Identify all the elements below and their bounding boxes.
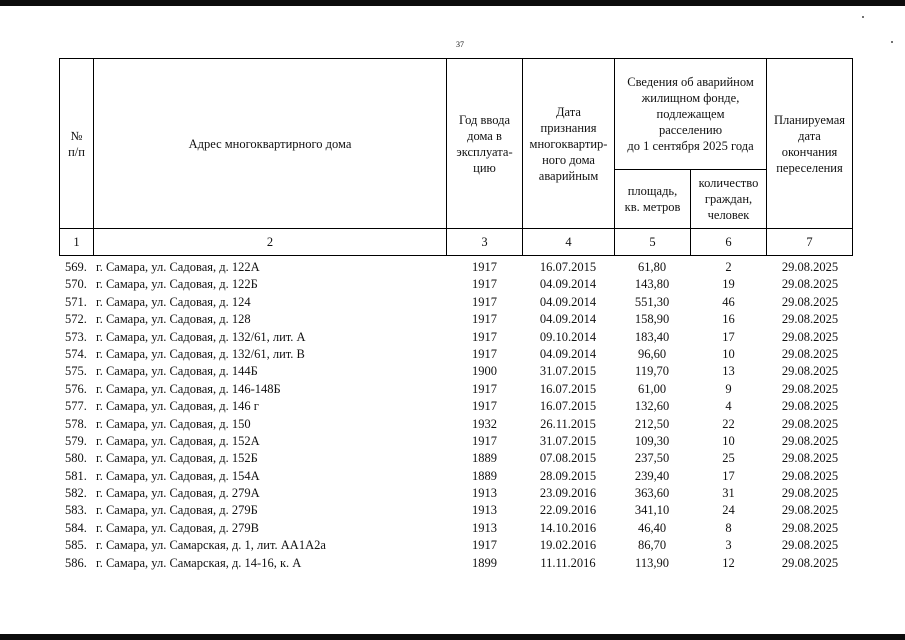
table-body <box>59 259 853 572</box>
row-number: 577. <box>65 399 87 414</box>
table-row <box>59 398 853 415</box>
row-people: 22 <box>722 416 735 431</box>
row-planned-date: 29.08.2025 <box>781 416 839 431</box>
row-date-recognized: 14.10.2016 <box>539 520 597 535</box>
table-row <box>59 468 853 485</box>
row-year: 1917 <box>472 433 497 448</box>
header-num: № п/п <box>59 58 94 229</box>
row-number: 575. <box>65 364 87 379</box>
row-number: 579. <box>65 433 87 448</box>
row-people: 9 <box>725 381 732 396</box>
row-number: 571. <box>65 294 87 309</box>
row-date-recognized: 22.09.2016 <box>539 503 597 518</box>
row-address: г. Самара, ул. Садовая, д. 144Б <box>96 364 258 379</box>
row-address: г. Самара, ул. Садовая, д. 128 <box>96 312 251 327</box>
scan-speck <box>891 41 893 43</box>
row-people: 13 <box>722 364 735 379</box>
row-year: 1917 <box>472 346 497 361</box>
row-year: 1917 <box>472 381 497 396</box>
column-number-2: 2 <box>93 228 447 256</box>
row-date-recognized: 16.07.2015 <box>539 260 597 274</box>
row-planned-date: 29.08.2025 <box>781 312 839 327</box>
row-people: 46 <box>722 294 735 309</box>
row-area: 341,10 <box>634 503 670 518</box>
row-year: 1917 <box>472 329 497 344</box>
row-year: 1932 <box>472 416 497 431</box>
row-area: 109,30 <box>634 433 670 448</box>
header-year: Год ввода дома в эксплуата- цию <box>446 58 523 229</box>
table-row <box>59 485 853 502</box>
row-area: 237,50 <box>634 451 670 466</box>
header-area: площадь, кв. метров <box>614 169 691 229</box>
row-year: 1913 <box>472 520 497 535</box>
row-planned-date: 29.08.2025 <box>781 503 839 518</box>
row-address: г. Самара, ул. Садовая, д. 122Б <box>96 277 258 292</box>
row-address: г. Самара, ул. Садовая, д. 152А <box>96 433 260 448</box>
row-number: 585. <box>65 538 87 553</box>
row-date-recognized: 07.08.2015 <box>539 451 597 466</box>
row-people: 17 <box>722 329 735 344</box>
row-people: 17 <box>722 468 735 483</box>
row-planned-date: 29.08.2025 <box>781 346 839 361</box>
row-area: 46,40 <box>637 520 667 535</box>
row-planned-date: 29.08.2025 <box>781 486 839 501</box>
row-people: 31 <box>722 486 735 501</box>
row-address: г. Самара, ул. Садовая, д. 132/61, лит. В <box>96 346 305 361</box>
row-address: г. Самара, ул. Садовая, д. 146-148Б <box>96 381 281 396</box>
table-row <box>59 450 853 467</box>
row-number: 569. <box>65 260 87 274</box>
row-date-recognized: 28.09.2015 <box>539 468 597 483</box>
row-date-recognized: 16.07.2015 <box>539 399 597 414</box>
row-people: 2 <box>725 260 732 274</box>
row-year: 1900 <box>472 364 497 379</box>
table-row <box>59 555 853 572</box>
column-number-3: 3 <box>446 228 523 256</box>
row-address: г. Самара, ул. Садовая, д. 154А <box>96 468 260 483</box>
row-planned-date: 29.08.2025 <box>781 329 839 344</box>
row-date-recognized: 04.09.2014 <box>539 312 597 327</box>
row-number: 580. <box>65 451 87 466</box>
row-number: 586. <box>65 555 87 570</box>
row-address: г. Самара, ул. Садовая, д. 122А <box>96 260 260 274</box>
row-date-recognized: 04.09.2014 <box>539 277 597 292</box>
column-number-7: 7 <box>766 228 853 256</box>
row-address: г. Самара, ул. Садовая, д. 132/61, лит. А <box>96 329 306 344</box>
table-row <box>59 502 853 519</box>
row-number: 581. <box>65 468 87 483</box>
table-row <box>59 311 853 328</box>
row-area: 551,30 <box>634 294 670 309</box>
row-people: 25 <box>722 451 735 466</box>
row-year: 1889 <box>472 451 497 466</box>
header-fund-info: Сведения об аварийном жилищном фонде, подлежащем расселению до 1 сентября 2025 года <box>614 58 767 170</box>
scan-edge-bottom <box>0 634 905 640</box>
row-people: 10 <box>722 433 735 448</box>
table-row <box>59 276 853 293</box>
row-area: 86,70 <box>637 538 667 553</box>
row-planned-date: 29.08.2025 <box>781 260 839 274</box>
row-year: 1917 <box>472 312 497 327</box>
row-area: 61,00 <box>637 381 667 396</box>
row-address: г. Самара, ул. Самарская, д. 1, лит. АА1А2а <box>96 538 326 553</box>
row-address: г. Самара, ул. Садовая, д. 146 г <box>96 399 259 414</box>
header-people: количество граждан, человек <box>690 169 767 229</box>
column-number-1: 1 <box>59 228 94 256</box>
page-number: 37 <box>456 40 464 49</box>
row-people: 24 <box>722 503 735 518</box>
row-planned-date: 29.08.2025 <box>781 399 839 414</box>
row-number: 574. <box>65 346 87 361</box>
column-number-6: 6 <box>690 228 767 256</box>
row-people: 8 <box>725 520 732 535</box>
row-year: 1917 <box>472 399 497 414</box>
row-date-recognized: 04.09.2014 <box>539 294 597 309</box>
row-area: 158,90 <box>634 312 670 327</box>
header-address: Адрес многоквартирного дома <box>93 58 447 229</box>
table-row <box>59 363 853 380</box>
row-date-recognized: 16.07.2015 <box>539 381 597 396</box>
row-year: 1913 <box>472 486 497 501</box>
row-year: 1917 <box>472 294 497 309</box>
row-people: 3 <box>725 538 732 553</box>
scan-edge-top <box>0 0 905 6</box>
row-area: 96,60 <box>637 346 667 361</box>
row-number: 578. <box>65 416 87 431</box>
table-row <box>59 259 853 276</box>
row-people: 12 <box>722 555 735 570</box>
row-people: 16 <box>722 312 735 327</box>
row-address: г. Самара, ул. Садовая, д. 150 <box>96 416 251 431</box>
row-planned-date: 29.08.2025 <box>781 538 839 553</box>
row-number: 583. <box>65 503 87 518</box>
row-number: 570. <box>65 277 87 292</box>
table-row <box>59 433 853 450</box>
row-planned-date: 29.08.2025 <box>781 520 839 535</box>
row-date-recognized: 31.07.2015 <box>539 364 597 379</box>
row-area: 143,80 <box>634 277 670 292</box>
row-number: 576. <box>65 381 87 396</box>
row-address: г. Самара, ул. Самарская, д. 14-16, к. А <box>96 555 302 570</box>
row-date-recognized: 31.07.2015 <box>539 433 597 448</box>
row-year: 1917 <box>472 260 497 274</box>
row-planned-date: 29.08.2025 <box>781 381 839 396</box>
row-people: 4 <box>725 399 732 414</box>
row-date-recognized: 23.09.2016 <box>539 486 597 501</box>
row-address: г. Самара, ул. Садовая, д. 279В <box>96 520 259 535</box>
row-date-recognized: 26.11.2015 <box>540 416 596 431</box>
header-planned: Планируемая дата окончания переселения <box>766 58 853 229</box>
row-number: 573. <box>65 329 87 344</box>
row-planned-date: 29.08.2025 <box>781 433 839 448</box>
table-row <box>59 520 853 537</box>
row-date-recognized: 11.11.2016 <box>540 555 596 570</box>
row-area: 183,40 <box>634 329 670 344</box>
column-number-5: 5 <box>614 228 691 256</box>
row-area: 61,80 <box>637 260 667 274</box>
row-area: 239,40 <box>634 468 670 483</box>
column-number-4: 4 <box>522 228 615 256</box>
table-header <box>59 58 853 256</box>
row-year: 1913 <box>472 503 497 518</box>
row-year: 1917 <box>472 538 497 553</box>
row-year: 1889 <box>472 468 497 483</box>
row-number: 584. <box>65 520 87 535</box>
row-area: 212,50 <box>634 416 670 431</box>
row-planned-date: 29.08.2025 <box>781 364 839 379</box>
row-area: 113,90 <box>635 555 669 570</box>
row-area: 363,60 <box>634 486 670 501</box>
row-planned-date: 29.08.2025 <box>781 555 839 570</box>
row-year: 1899 <box>472 555 497 570</box>
row-address: г. Самара, ул. Садовая, д. 124 <box>96 294 251 309</box>
row-planned-date: 29.08.2025 <box>781 277 839 292</box>
scan-speck <box>862 16 864 18</box>
row-number: 572. <box>65 312 87 327</box>
row-people: 19 <box>722 277 735 292</box>
row-number: 582. <box>65 486 87 501</box>
table-row <box>59 294 853 311</box>
table-row <box>59 416 853 433</box>
row-address: г. Самара, ул. Садовая, д. 152Б <box>96 451 258 466</box>
table-row <box>59 346 853 363</box>
row-date-recognized: 04.09.2014 <box>539 346 597 361</box>
row-planned-date: 29.08.2025 <box>781 468 839 483</box>
table-row <box>59 329 853 346</box>
table-row <box>59 381 853 398</box>
row-planned-date: 29.08.2025 <box>781 451 839 466</box>
row-area: 119,70 <box>635 364 669 379</box>
row-planned-date: 29.08.2025 <box>781 294 839 309</box>
row-date-recognized: 09.10.2014 <box>539 329 597 344</box>
row-people: 10 <box>722 346 735 361</box>
row-date-recognized: 19.02.2016 <box>539 538 597 553</box>
row-area: 132,60 <box>634 399 670 414</box>
row-address: г. Самара, ул. Садовая, д. 279А <box>96 486 260 501</box>
row-year: 1917 <box>472 277 497 292</box>
row-address: г. Самара, ул. Садовая, д. 279Б <box>96 503 258 518</box>
table-row <box>59 537 853 554</box>
header-date-recognized: Дата признания многоквартир- ного дома аварийным <box>522 58 615 229</box>
